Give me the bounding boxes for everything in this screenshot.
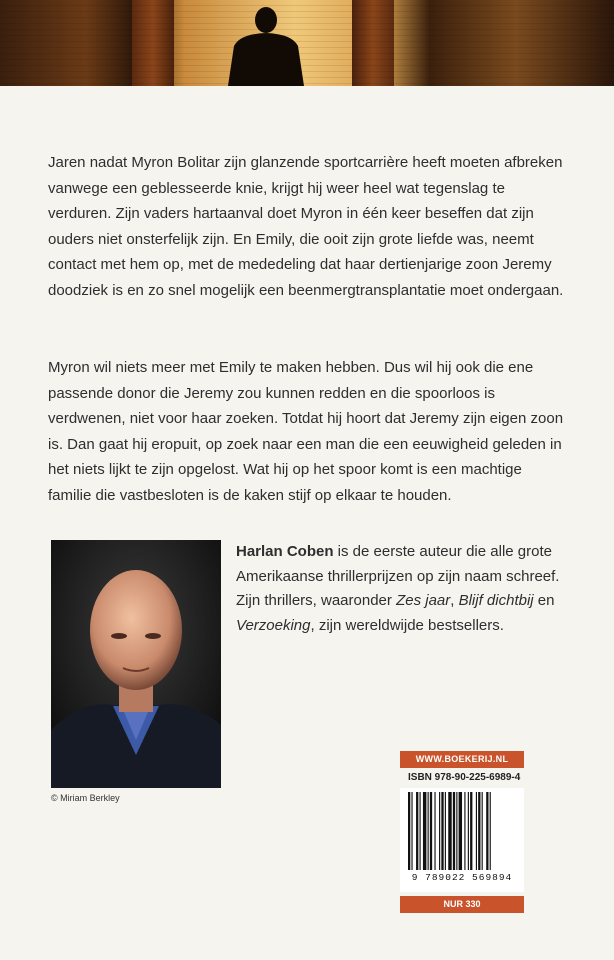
silhouette-figure [218,6,314,86]
photo-credit: © Miriam Berkley [51,793,120,803]
book-title-3: Verzoeking [236,616,311,634]
author-photo [51,540,221,788]
author-name: Harlan Coben [236,543,334,560]
bio-text-1: is de eerste auteur die alle grote Amerikaanse thrillerprijzen op zijn naam schreef. Zijn thrillers, waaronder [236,543,560,609]
publisher-url-bar: WWW.BOEKERIJ.NL [400,751,524,768]
book-title-1: Zes jaar [396,592,451,609]
bio-text-2: , zijn wereldwijde bestsellers. [310,616,504,634]
cover-banner-image [0,0,614,86]
isbn-label: ISBN 978-90-225-6989-4 [408,772,521,783]
bio-sep-1: , [450,592,459,609]
book-title-2: Blijf dichtbij [458,592,534,609]
barcode [400,788,524,892]
description-paragraph-1: Jaren nadat Myron Bolitar zijn glanzende sportcarrière heeft moeten afbreken vanwege een geblesseerde knie, krijgt hij weer heel wat tegenslag te verduren. Zijn vaders hartaanval doet Myron in één keer beseffen dat zijn ouders niet onsterfelijk zijn. En Emily, die ooit zijn grote liefde was, neemt contact met hem op, met de mededeling dat haar dertienjarige zoon Jeremy doodziek is en zo snel mogelijk een beenmergtransplantatie moet ondergaan. [48,154,564,299]
author-bio [236,540,566,638]
description-paragraph-2: Myron wil niets meer met Emily te maken hebben. Dus wil hij ook die ene passende donor die Jeremy zou kunnen redden en die spoorloos is verdwenen, niet voor haar zoeken. Totdat hij hoort dat Jeremy zijn eigen zoon is. Dan gaat hij eropuit, op zoek naar een man die een eeuwigheid geleden in het niets lijkt te zijn opgelost. Wat hij op het spoor komt is een machtige familie die vastbesloten is de kaken stijf op elkaar te houden. [48,359,564,504]
barcode-bars [406,792,518,872]
bio-sep-2: en [533,592,555,609]
barcode-number: 9 789022 569894 [411,872,513,883]
nur-code-bar: NUR 330 [400,896,524,913]
